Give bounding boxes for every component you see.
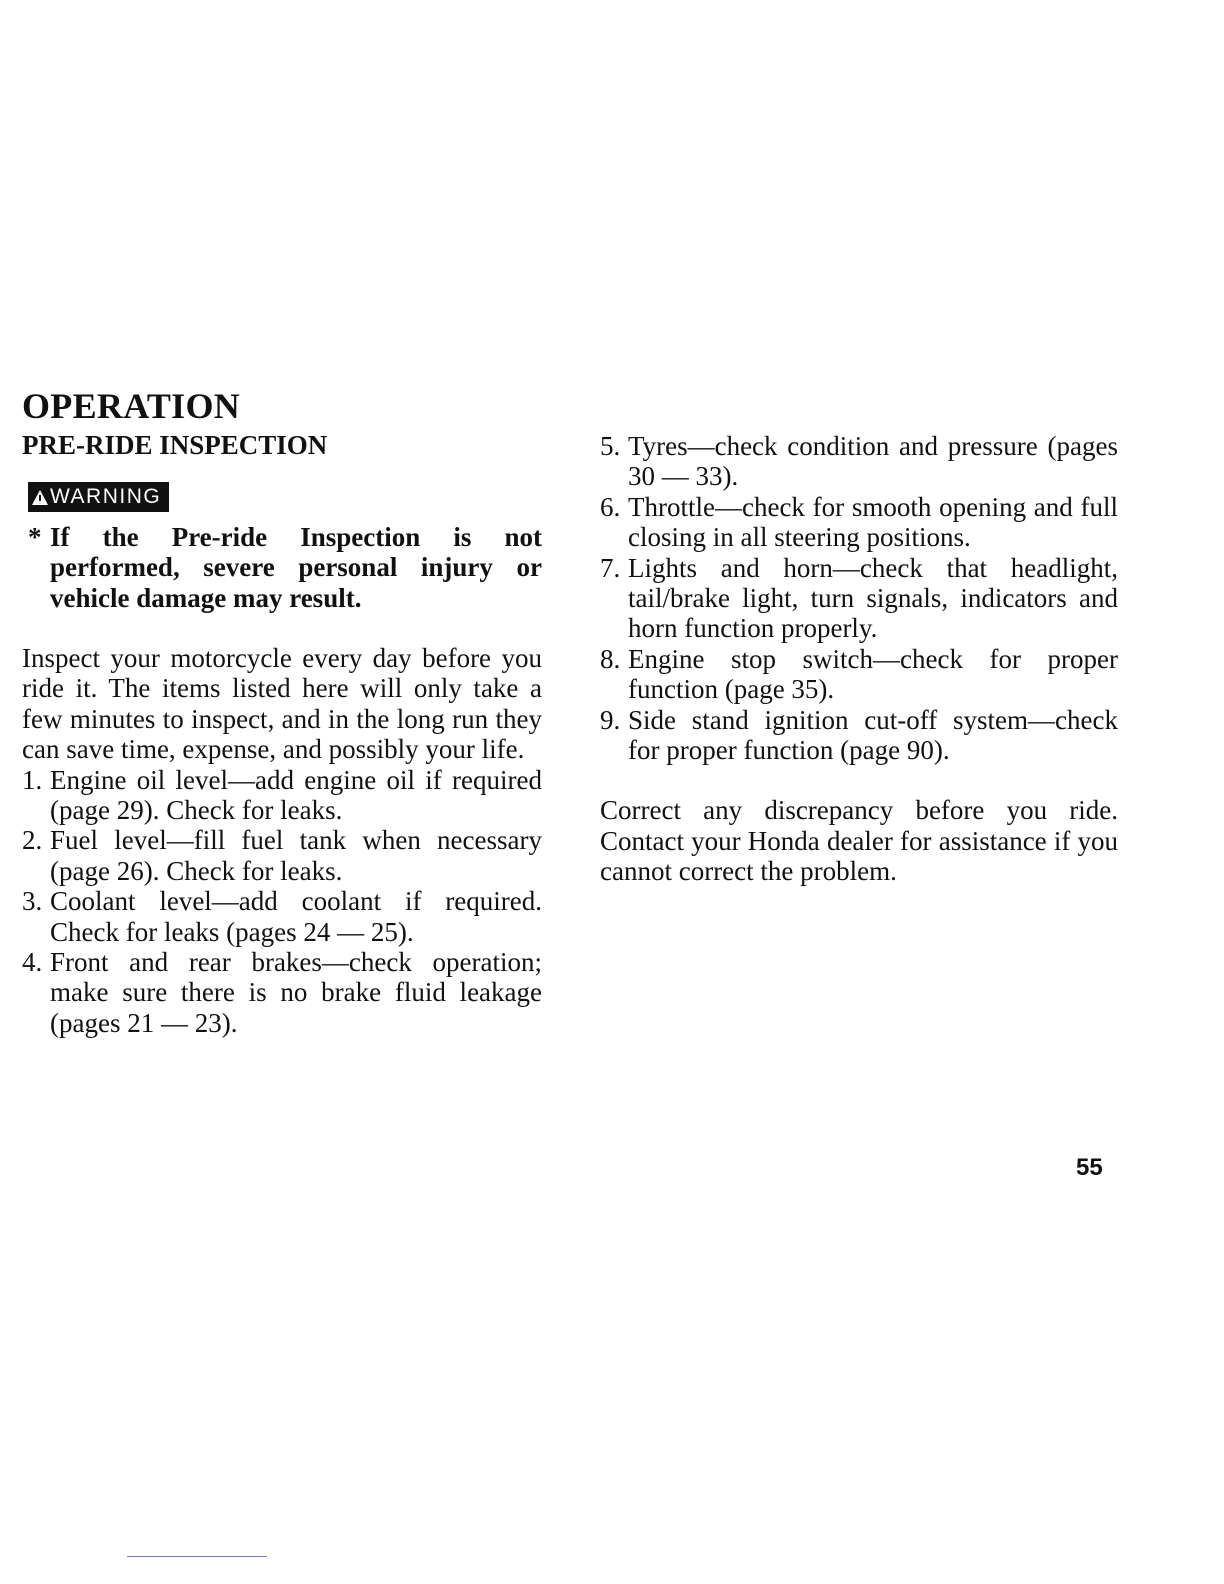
list-item [22, 765, 542, 826]
list-item-number: 8. [600, 643, 621, 674]
list-item-text: Front and rear brakes—check operation; make sure there is no brake fluid leakage (pages 21 — 23). [50, 947, 542, 1038]
list-item-text: Lights and horn—check that headlight, tail/brake light, turn signals, indicators and horn function properly. [628, 552, 1118, 644]
page-number: 55 [1076, 1154, 1103, 1181]
list-item-text: Engine stop switch—check for proper function (page 35). [628, 643, 1118, 705]
warning-badge [28, 482, 169, 512]
list-item-text: Tyres—check condition and pressure (pages 30 — 33). [628, 431, 1118, 492]
right-column [600, 431, 1118, 887]
list-item [22, 947, 542, 1038]
warning-text: If the Pre-ride Inspection is not performed, severe personal injury or vehicle damage may result. [50, 522, 542, 613]
list-item [600, 492, 1118, 553]
left-column [22, 643, 542, 1038]
closing-paragraph: Correct any discrepancy before you ride. Contact your Honda dealer for assistance if you cannot correct the problem. [600, 795, 1118, 887]
list-item-text: Side stand ignition cut-off system—check for proper function (page 90). [628, 704, 1118, 766]
list-item-text: Engine oil level—add engine oil if required (page 29). Check for leaks. [50, 764, 542, 826]
list-item-number: 1. [22, 764, 43, 795]
list-item-text: Fuel level—fill fuel tank when necessary (page 26). Check for leaks. [50, 825, 542, 886]
intro-paragraph: Inspect your motorcycle every day before you ride it. The items listed here will only take a few minutes to inspect, and in the long run they can save time, expense, and possibly your life. [22, 643, 542, 765]
list-item [600, 644, 1118, 705]
checklist-right [600, 431, 1118, 765]
checklist-left [22, 765, 542, 1039]
list-item-number: 7. [600, 552, 621, 583]
list-item-number: 2. [22, 825, 43, 856]
list-item-number: 6. [600, 491, 621, 522]
list-item [600, 431, 1118, 492]
warning-message [28, 522, 542, 613]
list-item [600, 553, 1118, 644]
warning-triangle-icon [32, 490, 48, 505]
section-title: OPERATION [22, 386, 241, 426]
list-item-number: 5. [600, 431, 621, 461]
list-item-text: Coolant level—add coolant if required. Check for leaks (pages 24 — 25). [50, 886, 542, 947]
list-item [600, 705, 1118, 766]
subsection-title: PRE-RIDE INSPECTION [22, 430, 328, 460]
footer-divider [127, 1556, 267, 1557]
list-item [22, 886, 542, 947]
list-item-number: 4. [22, 947, 43, 978]
spacer [600, 765, 1118, 795]
list-item-number: 9. [600, 704, 621, 735]
warning-label: WARNING [50, 485, 162, 508]
list-item-text: Throttle—check for smooth opening and full closing in all steering positions. [628, 491, 1118, 553]
list-item-number: 3. [22, 886, 43, 917]
list-item [22, 825, 542, 886]
warning-bullet: * [28, 522, 42, 552]
